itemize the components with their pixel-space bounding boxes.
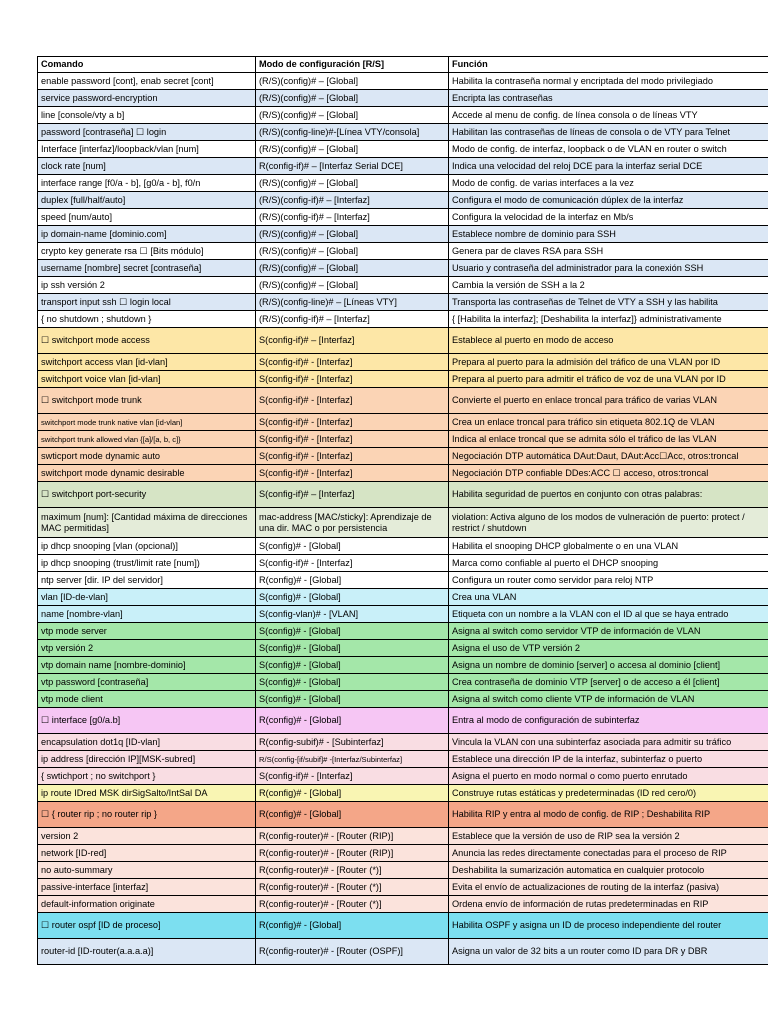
table-row bbox=[38, 657, 768, 674]
command-cell: switchport access vlan [id-vlan] bbox=[38, 354, 256, 371]
function-cell: Asigna un nombre de dominio [server] o accesa al dominio [client] bbox=[449, 657, 768, 674]
command-cell: ip dhcp snooping (trust/limit rate [num]) bbox=[38, 555, 256, 572]
table-row bbox=[38, 802, 768, 828]
function-cell: Habilitan las contraseñas de líneas de consola o de VTY para Telnet bbox=[449, 124, 768, 141]
mode-cell: S(config-if)# - [Interfaz] bbox=[256, 388, 449, 414]
command-cell: ☐ switchport port-security bbox=[38, 482, 256, 508]
mode-cell: S(config-if)# - [Interfaz] bbox=[256, 354, 449, 371]
mode-cell: mac-address [MAC/sticky]: Aprendizaje de una dir. MAC o por persistencia bbox=[256, 508, 449, 538]
mode-cell: R(config-router)# - [Router (*)] bbox=[256, 862, 449, 879]
command-cell: network [ID-red] bbox=[38, 845, 256, 862]
mode-cell: S(config-if)# - [Interfaz] bbox=[256, 371, 449, 388]
table-row bbox=[38, 939, 768, 965]
function-cell: Modo de config. de varias interfaces a la vez bbox=[449, 175, 768, 192]
table-row bbox=[38, 572, 768, 589]
command-cell: no auto-summary bbox=[38, 862, 256, 879]
mode-cell: S(config-if)# – [Interfaz] bbox=[256, 328, 449, 354]
function-cell: { [Habilita la interfaz]; [Deshabilita la interfaz]} administrativamente bbox=[449, 311, 768, 328]
command-cell: ip domain-name [dominio.com] bbox=[38, 226, 256, 243]
mode-cell: S(config-if)# - [Interfaz] bbox=[256, 768, 449, 785]
function-cell: Habilita el snooping DHCP globalmente o en una VLAN bbox=[449, 538, 768, 555]
function-cell: Asigna un valor de 32 bits a un router como ID para DR y DBR bbox=[449, 939, 768, 965]
mode-cell: (R/S)(config)# – [Global] bbox=[256, 73, 449, 90]
table-row bbox=[38, 465, 768, 482]
command-cell: swticport mode dynamic auto bbox=[38, 448, 256, 465]
mode-cell: (R/S)(config)# – [Global] bbox=[256, 141, 449, 158]
mode-cell: R(config)# - [Global] bbox=[256, 802, 449, 828]
mode-cell: R(config-router)# - [Router (*)] bbox=[256, 879, 449, 896]
mode-cell: R(config-subif)# - [Subinterfaz] bbox=[256, 734, 449, 751]
function-cell: Deshabilita la sumarización automatica en cualquier protocolo bbox=[449, 862, 768, 879]
header-function: Función bbox=[449, 57, 768, 73]
mode-cell: S(config-if)# - [Interfaz] bbox=[256, 465, 449, 482]
mode-cell: S(config)# - [Global] bbox=[256, 640, 449, 657]
command-cell: vtp domain name [nombre-dominio] bbox=[38, 657, 256, 674]
mode-cell: S(config)# - [Global] bbox=[256, 589, 449, 606]
mode-cell: (R/S)(config-if)# – [Interfaz] bbox=[256, 192, 449, 209]
mode-cell: S(config-if)# – [Interfaz] bbox=[256, 482, 449, 508]
table-row bbox=[38, 328, 768, 354]
command-cell: switchport mode dynamic desirable bbox=[38, 465, 256, 482]
table-row bbox=[38, 708, 768, 734]
mode-cell: (R/S)(config-if)# – [Interfaz] bbox=[256, 311, 449, 328]
table-row bbox=[38, 243, 768, 260]
function-cell: Cambia la versión de SSH a la 2 bbox=[449, 277, 768, 294]
command-cell: version 2 bbox=[38, 828, 256, 845]
function-cell: Crea una VLAN bbox=[449, 589, 768, 606]
mode-cell: S(config)# - [Global] bbox=[256, 623, 449, 640]
function-cell: Entra al modo de configuración de subinterfaz bbox=[449, 708, 768, 734]
mode-cell: S(config)# - [Global] bbox=[256, 691, 449, 708]
function-cell: Establece una dirección IP de la interfaz, subinterfaz o puerto bbox=[449, 751, 768, 768]
table-row bbox=[38, 107, 768, 124]
command-cell: ☐ router ospf [ID de proceso] bbox=[38, 913, 256, 939]
function-cell: violation: Activa alguno de los modos de vulneración de puerto: protect / restrict / shutdown bbox=[449, 508, 768, 538]
command-cell: { no shutdown ; shutdown } bbox=[38, 311, 256, 328]
function-cell: Configura el modo de comunicación dúplex de la interfaz bbox=[449, 192, 768, 209]
table-row bbox=[38, 734, 768, 751]
command-cell: speed [num/auto] bbox=[38, 209, 256, 226]
command-cell: line [console/vty a b] bbox=[38, 107, 256, 124]
table-row bbox=[38, 751, 768, 768]
table-row bbox=[38, 175, 768, 192]
function-cell: Prepara al puerto para admitir el tráfico de voz de una VLAN por ID bbox=[449, 371, 768, 388]
function-cell: Asigna al switch como cliente VTP de información de VLAN bbox=[449, 691, 768, 708]
function-cell: Modo de config. de interfaz, loopback o de VLAN en router o switch bbox=[449, 141, 768, 158]
function-cell: Prepara al puerto para la admisión del tráfico de una VLAN por ID bbox=[449, 354, 768, 371]
table-row bbox=[38, 768, 768, 785]
table-row bbox=[38, 192, 768, 209]
table-row bbox=[38, 311, 768, 328]
function-cell: Accede al menu de config. de línea consola o de líneas VTY bbox=[449, 107, 768, 124]
table-row bbox=[38, 90, 768, 107]
function-cell: Vincula la VLAN con una subinterfaz asociada para admitir su tráfico bbox=[449, 734, 768, 751]
mode-cell: R(config)# - [Global] bbox=[256, 572, 449, 589]
command-cell: service password-encryption bbox=[38, 90, 256, 107]
command-cell: clock rate [num] bbox=[38, 158, 256, 175]
table-row bbox=[38, 73, 768, 90]
mode-cell: (R/S)(config)# – [Global] bbox=[256, 226, 449, 243]
table-row bbox=[38, 141, 768, 158]
function-cell: Etiqueta con un nombre a la VLAN con el ID al que se haya entrado bbox=[449, 606, 768, 623]
command-cell: Interface [interfaz]/loopback/vlan [num] bbox=[38, 141, 256, 158]
table-row bbox=[38, 124, 768, 141]
command-cell: switchport mode trunk native vlan [id-vlan] bbox=[38, 414, 256, 431]
function-cell: Genera par de claves RSA para SSH bbox=[449, 243, 768, 260]
function-cell: Negociación DTP automática DAut:Daut, DAut:Acc☐Acc, otros:troncal bbox=[449, 448, 768, 465]
command-cell: enable password [cont], enab secret [cont] bbox=[38, 73, 256, 90]
command-cell: default-information originate bbox=[38, 896, 256, 913]
command-table bbox=[37, 56, 768, 965]
command-cell: switchport voice vlan [id-vlan] bbox=[38, 371, 256, 388]
table-row bbox=[38, 371, 768, 388]
function-cell: Construye rutas estáticas y predeterminadas (ID red cero/0) bbox=[449, 785, 768, 802]
table-row bbox=[38, 674, 768, 691]
command-cell: vtp password [contraseña] bbox=[38, 674, 256, 691]
mode-cell: S(config)# - [Global] bbox=[256, 538, 449, 555]
mode-cell: R(config-router)# - [Router (*)] bbox=[256, 896, 449, 913]
table-row bbox=[38, 538, 768, 555]
command-cell: ☐ interface [g0/a.b] bbox=[38, 708, 256, 734]
function-cell: Transporta las contraseñas de Telnet de VTY a SSH y las habilita bbox=[449, 294, 768, 311]
header-row bbox=[38, 57, 768, 73]
function-cell: Configura la velocidad de la interfaz en Mb/s bbox=[449, 209, 768, 226]
table-row bbox=[38, 388, 768, 414]
table-row bbox=[38, 508, 768, 538]
table-row bbox=[38, 226, 768, 243]
table-row bbox=[38, 879, 768, 896]
header-command: Comando bbox=[38, 57, 256, 73]
function-cell: Anuncia las redes directamente conectadas para el proceso de RIP bbox=[449, 845, 768, 862]
command-cell: ☐ switchport mode trunk bbox=[38, 388, 256, 414]
function-cell: Habilita seguridad de puertos en conjunto con otras palabras: bbox=[449, 482, 768, 508]
table-row bbox=[38, 896, 768, 913]
command-cell: ntp server [dir. IP del servidor] bbox=[38, 572, 256, 589]
mode-cell: (R/S)(config)# – [Global] bbox=[256, 260, 449, 277]
command-cell: ip dhcp snooping [vlan (opcional)] bbox=[38, 538, 256, 555]
command-cell: name [nombre-vlan] bbox=[38, 606, 256, 623]
table-row bbox=[38, 845, 768, 862]
table-row bbox=[38, 482, 768, 508]
function-cell: Asigna al switch como servidor VTP de información de VLAN bbox=[449, 623, 768, 640]
table-row bbox=[38, 209, 768, 226]
table-row bbox=[38, 277, 768, 294]
function-cell: Indica una velocidad del reloj DCE para la interfaz serial DCE bbox=[449, 158, 768, 175]
function-cell: Establece al puerto en modo de acceso bbox=[449, 328, 768, 354]
command-cell: interface range [f0/a - b], [g0/a - b], f0/n bbox=[38, 175, 256, 192]
mode-cell: R(config-router)# - [Router (RIP)] bbox=[256, 845, 449, 862]
function-cell: Habilita OSPF y asigna un ID de proceso independiente del router bbox=[449, 913, 768, 939]
command-cell: duplex [full/half/auto] bbox=[38, 192, 256, 209]
table-row bbox=[38, 414, 768, 431]
table-row bbox=[38, 785, 768, 802]
command-cell: ☐ switchport mode access bbox=[38, 328, 256, 354]
table-row bbox=[38, 862, 768, 879]
mode-cell: (R/S)(config-line)# – [Líneas VTY] bbox=[256, 294, 449, 311]
table-body bbox=[38, 73, 768, 965]
command-cell: ip ssh versión 2 bbox=[38, 277, 256, 294]
mode-cell: R(config-router)# - [Router (RIP)] bbox=[256, 828, 449, 845]
mode-cell: S(config-if)# - [Interfaz] bbox=[256, 555, 449, 572]
command-cell: ☐ { router rip ; no router rip } bbox=[38, 802, 256, 828]
mode-cell: S(config)# - [Global] bbox=[256, 657, 449, 674]
table-row bbox=[38, 294, 768, 311]
command-cell: vtp mode client bbox=[38, 691, 256, 708]
command-cell: vlan [ID-de-vlan] bbox=[38, 589, 256, 606]
function-cell: Evita el envío de actualizaciones de routing de la interfaz (pasiva) bbox=[449, 879, 768, 896]
function-cell: Convierte el puerto en enlace troncal para tráfico de varias VLAN bbox=[449, 388, 768, 414]
table-row bbox=[38, 260, 768, 277]
function-cell: Encripta las contraseñas bbox=[449, 90, 768, 107]
mode-cell: S(config-vlan)# - [VLAN] bbox=[256, 606, 449, 623]
command-cell: { swtichport ; no switchport } bbox=[38, 768, 256, 785]
mode-cell: (R/S)(config)# – [Global] bbox=[256, 175, 449, 192]
mode-cell: S(config-if)# - [Interfaz] bbox=[256, 448, 449, 465]
table-row bbox=[38, 913, 768, 939]
table-row bbox=[38, 640, 768, 657]
command-cell: passive-interface [interfaz] bbox=[38, 879, 256, 896]
table-row bbox=[38, 354, 768, 371]
table-row bbox=[38, 589, 768, 606]
function-cell: Crea contraseña de dominio VTP [server] o de acceso a él [client] bbox=[449, 674, 768, 691]
function-cell: Asigna el uso de VTP versión 2 bbox=[449, 640, 768, 657]
table-row bbox=[38, 828, 768, 845]
mode-cell: R/S(config-[if/subif]# -[Interfaz/Subinterfaz] bbox=[256, 751, 449, 768]
mode-cell: (R/S)(config)# – [Global] bbox=[256, 107, 449, 124]
mode-cell: R(config)# - [Global] bbox=[256, 785, 449, 802]
mode-cell: R(config-router)# - [Router (OSPF)] bbox=[256, 939, 449, 965]
table-row bbox=[38, 158, 768, 175]
function-cell: Crea un enlace troncal para tráfico sin etiqueta 802.1Q de VLAN bbox=[449, 414, 768, 431]
command-cell: vtp mode server bbox=[38, 623, 256, 640]
table-row bbox=[38, 623, 768, 640]
function-cell: Asigna el puerto en modo normal o como puerto enrutado bbox=[449, 768, 768, 785]
table-row bbox=[38, 555, 768, 572]
mode-cell: (R/S)(config)# – [Global] bbox=[256, 243, 449, 260]
header-mode: Modo de configuración [R/S] bbox=[256, 57, 449, 73]
command-cell: password [contraseña] ☐ login bbox=[38, 124, 256, 141]
function-cell: Configura un router como servidor para reloj NTP bbox=[449, 572, 768, 589]
function-cell: Establece que la versión de uso de RIP sea la versión 2 bbox=[449, 828, 768, 845]
mode-cell: S(config)# - [Global] bbox=[256, 674, 449, 691]
command-cell: username [nombre] secret [contraseña] bbox=[38, 260, 256, 277]
mode-cell: R(config)# - [Global] bbox=[256, 708, 449, 734]
command-cell: ip route IDred MSK dirSigSalto/IntSal DA bbox=[38, 785, 256, 802]
command-cell: router-id [ID-router(a.a.a.a)] bbox=[38, 939, 256, 965]
command-cell: maximum [num]: [Cantidad máxima de direcciones MAC permitidas] bbox=[38, 508, 256, 538]
command-cell: switchport trunk allowed vlan {[a]/[a, b, c]} bbox=[38, 431, 256, 448]
mode-cell: R(config-if)# – [Interfaz Serial DCE] bbox=[256, 158, 449, 175]
command-cell: crypto key generate rsa ☐ [Bits módulo] bbox=[38, 243, 256, 260]
mode-cell: R(config)# - [Global] bbox=[256, 913, 449, 939]
function-cell: Negociación DTP confiable DDes:ACC ☐ acceso, otros:troncal bbox=[449, 465, 768, 482]
mode-cell: (R/S)(config)# – [Global] bbox=[256, 277, 449, 294]
function-cell: Habilita RIP y entra al modo de config. de RIP ; Deshabilita RIP bbox=[449, 802, 768, 828]
table-row bbox=[38, 606, 768, 623]
function-cell: Establece nombre de dominio para SSH bbox=[449, 226, 768, 243]
mode-cell: (R/S)(config-if)# – [Interfaz] bbox=[256, 209, 449, 226]
command-cell: encapsulation dot1q [ID-vlan] bbox=[38, 734, 256, 751]
mode-cell: S(config-if)# - [Interfaz] bbox=[256, 414, 449, 431]
command-cell: transport input ssh ☐ login local bbox=[38, 294, 256, 311]
table-row bbox=[38, 691, 768, 708]
table-row bbox=[38, 431, 768, 448]
function-cell: Habilita la contraseña normal y encriptada del modo privilegiado bbox=[449, 73, 768, 90]
function-cell: Usuario y contraseña del administrador para la conexión SSH bbox=[449, 260, 768, 277]
mode-cell: S(config-if)# - [Interfaz] bbox=[256, 431, 449, 448]
function-cell: Ordena envío de información de rutas predeterminadas en RIP bbox=[449, 896, 768, 913]
mode-cell: (R/S)(config-line)#-[Línea VTY/consola] bbox=[256, 124, 449, 141]
function-cell: Indica al enlace troncal que se admita sólo el tráfico de las VLAN bbox=[449, 431, 768, 448]
function-cell: Marca como confiable al puerto el DHCP snooping bbox=[449, 555, 768, 572]
table-row bbox=[38, 448, 768, 465]
command-cell: vtp versión 2 bbox=[38, 640, 256, 657]
mode-cell: (R/S)(config)# – [Global] bbox=[256, 90, 449, 107]
command-cell: ip address [dirección IP][MSK-subred] bbox=[38, 751, 256, 768]
